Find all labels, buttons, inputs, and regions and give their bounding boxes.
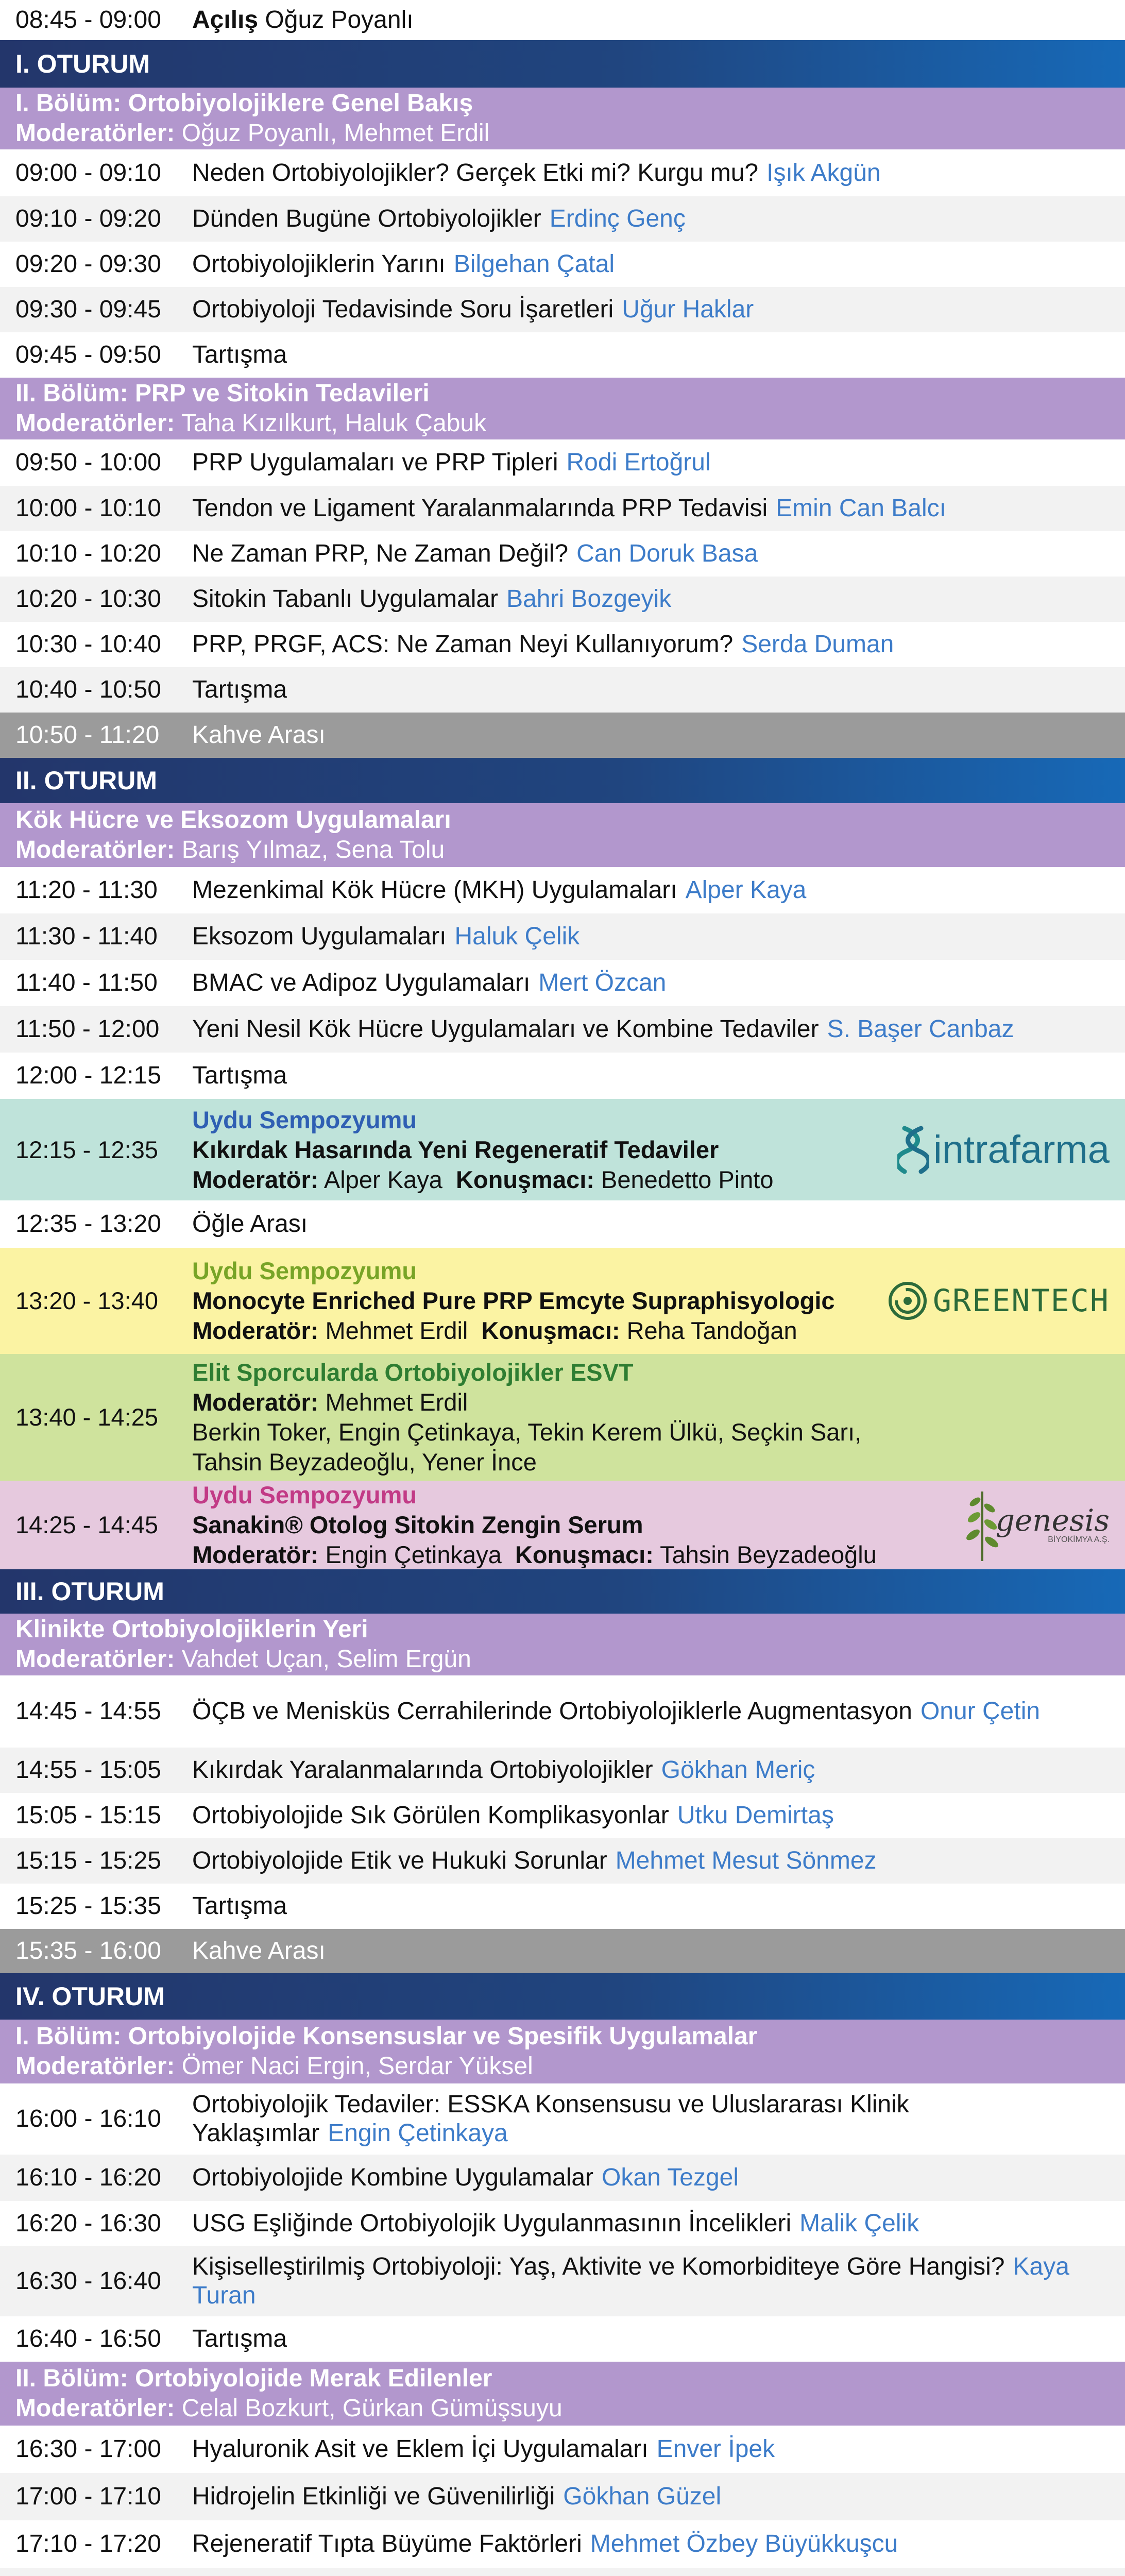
talk-title: Tartışma bbox=[192, 676, 287, 703]
speaker-name: Uğur Haklar bbox=[622, 296, 754, 323]
satellite-symposium-3 bbox=[0, 1481, 1125, 1569]
talk-title: USG Eşliğinde Ortobiyolojik Uygulanmasının İncelikleri bbox=[192, 2210, 792, 2237]
session-list bbox=[0, 149, 1125, 378]
schedule-row bbox=[0, 913, 1125, 960]
break-title: Kahve Arası bbox=[192, 1937, 326, 1964]
time: 16:40 - 16:50 bbox=[15, 2325, 161, 2352]
moderators-label: Moderatörler: bbox=[15, 1646, 175, 1673]
moderators: Oğuz Poyanlı, Mehmet Erdil bbox=[181, 120, 490, 147]
time: 14:25 - 14:45 bbox=[15, 1511, 158, 1538]
schedule-row bbox=[0, 960, 1125, 1006]
talk bbox=[192, 675, 1110, 704]
schedule-row bbox=[0, 2316, 1125, 2362]
talk-title: Hidrojelin Etkinliği ve Güvenilirliği bbox=[192, 2483, 555, 2510]
talk bbox=[192, 922, 1110, 951]
intrafarma-logo bbox=[897, 1124, 1110, 1176]
moderators-label: Moderatörler: bbox=[15, 836, 175, 863]
lunch-title: Öğle Arası bbox=[192, 1210, 308, 1238]
speaker-name: Haluk Çelik bbox=[454, 923, 580, 950]
talk bbox=[192, 1846, 1110, 1875]
talk-title: Tartışma bbox=[192, 1062, 287, 1089]
greentech-icon bbox=[885, 1279, 930, 1323]
moderators: Celal Bozkurt, Gürkan Gümüşsuyu bbox=[181, 2395, 562, 2422]
time: 12:15 - 12:35 bbox=[15, 1136, 158, 1163]
talk-title: Ortobiyolojiklerin Yarını bbox=[192, 250, 446, 278]
schedule-row bbox=[0, 577, 1125, 622]
section-title: II. Bölüm: Ortobiyolojide Merak Edilenler bbox=[15, 2365, 492, 2392]
schedule-row bbox=[0, 1884, 1125, 1929]
moderators-label: Moderatörler: bbox=[15, 120, 175, 147]
moderators: Vahdet Uçan, Selim Ergün bbox=[181, 1646, 471, 1673]
talk bbox=[192, 2090, 1110, 2148]
time: 12:00 - 12:15 bbox=[15, 1062, 161, 1089]
schedule-row bbox=[0, 2246, 1125, 2316]
moderators: Ömer Naci Ergin, Serdar Yüksel bbox=[181, 2053, 533, 2080]
talk bbox=[192, 159, 1110, 188]
talk bbox=[192, 205, 1110, 233]
time: 09:30 - 09:45 bbox=[15, 296, 161, 323]
section-header bbox=[0, 378, 1125, 439]
speaker: Tahsin Beyzadeoğlu bbox=[660, 1541, 877, 1568]
time: 09:50 - 10:00 bbox=[15, 449, 161, 476]
time: 13:20 - 13:40 bbox=[15, 1287, 158, 1314]
schedule-row bbox=[0, 2473, 1125, 2520]
genesis-logo bbox=[962, 1486, 1110, 1564]
schedule-row bbox=[0, 867, 1125, 913]
talk-title: Sitokin Tabanlı Uygulamalar bbox=[192, 585, 499, 613]
time: 16:20 - 16:30 bbox=[15, 2210, 161, 2237]
talk-title: Kıkırdak Yaralanmalarında Ortobiyolojikler bbox=[192, 1756, 653, 1784]
moderator: Engin Çetinkaya bbox=[325, 1541, 502, 1568]
time: 16:10 - 16:20 bbox=[15, 2164, 161, 2191]
moderator-label: Moderatör: bbox=[192, 1165, 319, 1193]
session-header-2: II. OTURUM bbox=[0, 758, 1125, 803]
schedule-row bbox=[0, 622, 1125, 667]
schedule-row bbox=[0, 2155, 1125, 2201]
talk bbox=[192, 2435, 1110, 2464]
time: 11:40 - 11:50 bbox=[15, 969, 158, 996]
schedule-row bbox=[0, 242, 1125, 287]
moderator: Alper Kaya bbox=[323, 1165, 442, 1193]
symposium-title: Sanakin® Otolog Sitokin Zengin Serum bbox=[192, 1511, 643, 1538]
schedule-row bbox=[0, 287, 1125, 332]
time: 12:35 - 13:20 bbox=[15, 1210, 161, 1238]
break-title: Kahve Arası bbox=[192, 721, 326, 749]
talk bbox=[192, 2325, 1110, 2353]
schedule-row bbox=[0, 486, 1125, 531]
time: 15:15 - 15:25 bbox=[15, 1847, 161, 1874]
talk bbox=[192, 448, 1110, 477]
genesis-subtitle: BİYOKİMYA A.Ş. bbox=[1048, 1535, 1110, 1544]
talk-title: Hyaluronik Asit ve Eklem İçi Uygulamaları bbox=[192, 2435, 649, 2463]
moderators-label: Moderatörler: bbox=[15, 410, 175, 437]
talk-title: Eksozom Uygulamaları bbox=[192, 923, 447, 950]
talk bbox=[192, 2209, 1110, 2238]
talk-title: Ortobiyolojide Etik ve Hukuki Sorunlar bbox=[192, 1847, 607, 1874]
time: 16:00 - 16:10 bbox=[15, 2105, 161, 2132]
moderators-label: Moderatörler: bbox=[15, 2395, 175, 2422]
speaker-name: Serda Duman bbox=[741, 631, 894, 658]
time: 11:30 - 11:40 bbox=[15, 923, 158, 950]
schedule-row bbox=[0, 1793, 1125, 1838]
talk bbox=[192, 494, 1110, 523]
talk-title: Tendon ve Ligament Yaralanmalarında PRP Tedavisi bbox=[192, 495, 768, 522]
moderators-label: Moderatörler: bbox=[15, 2053, 175, 2080]
panelists-line-2: Tahsin Beyzadeoğlu, Yener İnce bbox=[192, 1448, 537, 1476]
talk-title: Ortobiyolojik Tedaviler: ESSKA Konsensusu ve Uluslararası Klinik Yaklaşımlar bbox=[192, 2091, 909, 2147]
schedule-row bbox=[0, 2568, 1125, 2576]
speaker-name: Okan Tezgel bbox=[602, 2164, 739, 2191]
speaker: Benedetto Pinto bbox=[601, 1165, 774, 1193]
time: 16:30 - 17:00 bbox=[15, 2435, 161, 2463]
greentech-logo bbox=[885, 1279, 1110, 1323]
schedule-row bbox=[0, 2426, 1125, 2473]
symposium-tag: Uydu Sempozyumu bbox=[192, 1481, 417, 1509]
speaker-name: Engin Çetinkaya bbox=[328, 2120, 508, 2147]
talk bbox=[192, 585, 1110, 614]
session-header-3: III. OTURUM bbox=[0, 1569, 1125, 1614]
lunch-row bbox=[0, 1200, 1125, 1248]
talk-title: Tartışma bbox=[192, 2325, 287, 2352]
talk bbox=[192, 2482, 1110, 2511]
symposium-title: Monocyte Enriched Pure PRP Emcyte Supraphisyologic bbox=[192, 1287, 835, 1314]
opening-speaker: Oğuz Poyanlı bbox=[265, 6, 414, 33]
symposium-tag: Elit Sporcularda Ortobiyolojikler ESVT bbox=[192, 1359, 634, 1386]
speaker-label: Konuşmacı: bbox=[481, 1317, 620, 1344]
section-header bbox=[0, 2362, 1125, 2426]
time: 17:00 - 17:10 bbox=[15, 2483, 161, 2510]
time: 09:20 - 09:30 bbox=[15, 250, 161, 278]
schedule-row bbox=[0, 1006, 1125, 1053]
time: 10:10 - 10:20 bbox=[15, 540, 161, 567]
speaker-name: Malik Çelik bbox=[799, 2210, 919, 2237]
satellite-symposium-1 bbox=[0, 1099, 1125, 1200]
speaker-name: Gökhan Meriç bbox=[661, 1756, 815, 1784]
talk-title: Rejeneratif Tıpta Büyüme Faktörleri bbox=[192, 2530, 582, 2557]
time: 10:50 - 11:20 bbox=[15, 721, 160, 749]
talk bbox=[192, 1697, 1110, 1726]
time: 10:40 - 10:50 bbox=[15, 676, 161, 703]
schedule-row bbox=[0, 2201, 1125, 2246]
schedule-row bbox=[0, 1838, 1125, 1884]
talk bbox=[192, 2163, 1110, 2192]
time: 13:40 - 14:25 bbox=[15, 1403, 158, 1431]
session-header-1: I. OTURUM bbox=[0, 40, 1125, 88]
time: 09:10 - 09:20 bbox=[15, 205, 161, 232]
speaker-name: Mehmet Özbey Büyükkuşcu bbox=[590, 2530, 898, 2557]
talk bbox=[192, 1061, 1110, 1090]
talk bbox=[192, 1801, 1110, 1830]
talk-title: Dünden Bugüne Ortobiyolojikler bbox=[192, 205, 541, 232]
speaker-name: Utku Demirtaş bbox=[677, 1802, 834, 1829]
section-title: I. Bölüm: Ortobiyolojide Konsensuslar ve Spesifik Uygulamalar bbox=[15, 2023, 758, 2050]
talk bbox=[192, 2252, 1110, 2310]
talk-title: PRP, PRGF, ACS: Ne Zaman Neyi Kullanıyorum? bbox=[192, 631, 734, 658]
symposium-title: Kıkırdak Hasarında Yeni Regeneratif Tedaviler bbox=[192, 1136, 719, 1163]
elite-athletes-session bbox=[0, 1354, 1125, 1481]
genesis-wordmark: genesis bbox=[995, 1503, 1110, 1538]
intrafarma-wordmark: intrafarma bbox=[933, 1127, 1110, 1172]
speaker-name: Onur Çetin bbox=[920, 1698, 1041, 1725]
speaker-name: Rodi Ertoğrul bbox=[566, 449, 711, 476]
greentech-wordmark: GREENTECH bbox=[932, 1283, 1110, 1319]
talk-title: Ortobiyolojide Sık Görülen Komplikasyonlar bbox=[192, 1802, 669, 1829]
schedule-row bbox=[0, 196, 1125, 242]
speaker-name: Işık Akgün bbox=[766, 159, 881, 187]
talk-title: Ne Zaman PRP, Ne Zaman Değil? bbox=[192, 540, 569, 567]
talk bbox=[192, 1015, 1110, 1044]
coffee-break-row bbox=[0, 713, 1125, 758]
symposium-tag: Uydu Sempozyumu bbox=[192, 1106, 417, 1133]
session-list bbox=[0, 2083, 1125, 2362]
section-title: Kök Hücre ve Eksozom Uygulamaları bbox=[15, 806, 451, 834]
time: 09:00 - 09:10 bbox=[15, 159, 161, 187]
schedule-row bbox=[0, 2083, 1125, 2155]
speaker-name: Emin Can Balcı bbox=[776, 495, 946, 522]
moderators: Barış Yılmaz, Sena Tolu bbox=[181, 836, 445, 863]
speaker-label: Konuşmacı: bbox=[515, 1541, 654, 1568]
schedule-row bbox=[0, 1053, 1125, 1099]
talk bbox=[192, 1892, 1110, 1921]
talk bbox=[192, 630, 1110, 659]
talk bbox=[192, 250, 1110, 279]
intrafarma-icon bbox=[897, 1124, 929, 1176]
time: 16:30 - 16:40 bbox=[15, 2267, 161, 2295]
talk-title: PRP Uygulamaları ve PRP Tipleri bbox=[192, 449, 558, 476]
speaker-name: Alper Kaya bbox=[685, 876, 807, 904]
speaker-name: S. Başer Canbaz bbox=[827, 1015, 1014, 1043]
speaker: Reha Tandoğan bbox=[626, 1317, 797, 1344]
session-list bbox=[0, 867, 1125, 1099]
time: 14:55 - 15:05 bbox=[15, 1756, 161, 1784]
talk-title: Tartışma bbox=[192, 1892, 287, 1920]
schedule-row bbox=[0, 531, 1125, 577]
time: 17:10 - 17:20 bbox=[15, 2530, 161, 2557]
section-title: I. Bölüm: Ortobiyolojiklere Genel Bakış bbox=[15, 90, 473, 117]
time: 10:30 - 10:40 bbox=[15, 631, 161, 658]
time: 11:50 - 12:00 bbox=[15, 1015, 160, 1043]
satellite-symposium-2 bbox=[0, 1248, 1125, 1354]
speaker-name: Bilgehan Çatal bbox=[453, 250, 615, 278]
speaker-name: Erdinç Genç bbox=[549, 205, 686, 232]
section-title: II. Bölüm: PRP ve Sitokin Tedavileri bbox=[15, 380, 430, 407]
talk-title: ÖÇB ve Menisküs Cerrahilerinde Ortobiyolojiklerle Augmentasyon bbox=[192, 1698, 912, 1725]
talk-title: Ortobiyoloji Tedavisinde Soru İşaretleri bbox=[192, 296, 614, 323]
talk bbox=[192, 969, 1110, 997]
speaker-name: Mert Özcan bbox=[538, 969, 667, 996]
schedule-row bbox=[0, 1748, 1125, 1793]
moderator: Mehmet Erdil bbox=[325, 1388, 468, 1416]
speaker-name: Kaya Turan bbox=[192, 2253, 1069, 2309]
section-header bbox=[0, 1614, 1125, 1675]
talk bbox=[192, 295, 1110, 324]
session-list bbox=[0, 439, 1125, 713]
moderators: Taha Kızılkurt, Haluk Çabuk bbox=[181, 410, 487, 437]
section-title: Klinikte Ortobiyolojiklerin Yeri bbox=[15, 1616, 368, 1643]
session-list bbox=[0, 2426, 1125, 2576]
schedule-row bbox=[0, 439, 1125, 486]
section-header bbox=[0, 2020, 1125, 2083]
opening-row bbox=[0, 0, 1125, 40]
speaker-name: Bahri Bozgeyik bbox=[506, 585, 672, 613]
speaker-name: Gökhan Güzel bbox=[563, 2483, 722, 2510]
schedule-row bbox=[0, 149, 1125, 196]
time: 10:20 - 10:30 bbox=[15, 585, 161, 613]
speaker-name: Enver İpek bbox=[656, 2435, 775, 2463]
talk-title: Yeni Nesil Kök Hücre Uygulamaları ve Kombine Tedaviler bbox=[192, 1015, 819, 1043]
speaker-label: Konuşmacı: bbox=[455, 1165, 594, 1193]
time: 15:05 - 15:15 bbox=[15, 1802, 161, 1829]
section-header bbox=[0, 88, 1125, 149]
talk-title: Neden Ortobiyolojikler? Gerçek Etki mi? Kurgu mu? bbox=[192, 159, 759, 187]
speaker-name: Can Doruk Basa bbox=[576, 540, 758, 567]
time: 08:45 - 09:00 bbox=[15, 6, 161, 33]
moderator-label: Moderatör: bbox=[192, 1317, 319, 1344]
talk bbox=[192, 1756, 1110, 1785]
panelists-line-1: Berkin Toker, Engin Çetinkaya, Tekin Kerem Ülkü, Seçkin Sarı, bbox=[192, 1418, 862, 1446]
talk-title: Kişiselleştirilmiş Ortobiyoloji: Yaş, Aktivite ve Komorbiditeye Göre Hangisi? bbox=[192, 2253, 1005, 2280]
time: 09:45 - 09:50 bbox=[15, 341, 161, 368]
talk bbox=[192, 876, 1110, 905]
speaker-name: Mehmet Mesut Sönmez bbox=[615, 1847, 877, 1874]
time: 14:45 - 14:55 bbox=[15, 1698, 161, 1725]
talk-title: Mezenkimal Kök Hücre (MKH) Uygulamaları bbox=[192, 876, 677, 904]
moderator-label: Moderatör: bbox=[192, 1541, 319, 1568]
schedule-row bbox=[0, 667, 1125, 713]
time: 10:00 - 10:10 bbox=[15, 495, 161, 522]
talk-title: Tartışma bbox=[192, 341, 287, 368]
talk bbox=[192, 341, 1110, 369]
talk bbox=[192, 539, 1110, 568]
moderator-label: Moderatör: bbox=[192, 1388, 319, 1416]
schedule-row bbox=[0, 1675, 1125, 1748]
symposium-tag: Uydu Sempozyumu bbox=[192, 1257, 417, 1284]
moderator: Mehmet Erdil bbox=[325, 1317, 468, 1344]
talk bbox=[192, 2530, 1110, 2558]
time: 15:35 - 16:00 bbox=[15, 1937, 161, 1964]
time: 11:20 - 11:30 bbox=[15, 876, 158, 904]
schedule-row bbox=[0, 2520, 1125, 2568]
section-header bbox=[0, 803, 1125, 867]
coffee-break-row bbox=[0, 1929, 1125, 1973]
schedule-row bbox=[0, 332, 1125, 378]
time: 15:25 - 15:35 bbox=[15, 1892, 161, 1920]
session-list bbox=[0, 1675, 1125, 1929]
talk-title: Ortobiyolojide Kombine Uygulamalar bbox=[192, 2164, 594, 2191]
opening-label: Açılış bbox=[192, 6, 259, 33]
session-header-4: IV. OTURUM bbox=[0, 1973, 1125, 2020]
talk-title: BMAC ve Adipoz Uygulamaları bbox=[192, 969, 531, 996]
